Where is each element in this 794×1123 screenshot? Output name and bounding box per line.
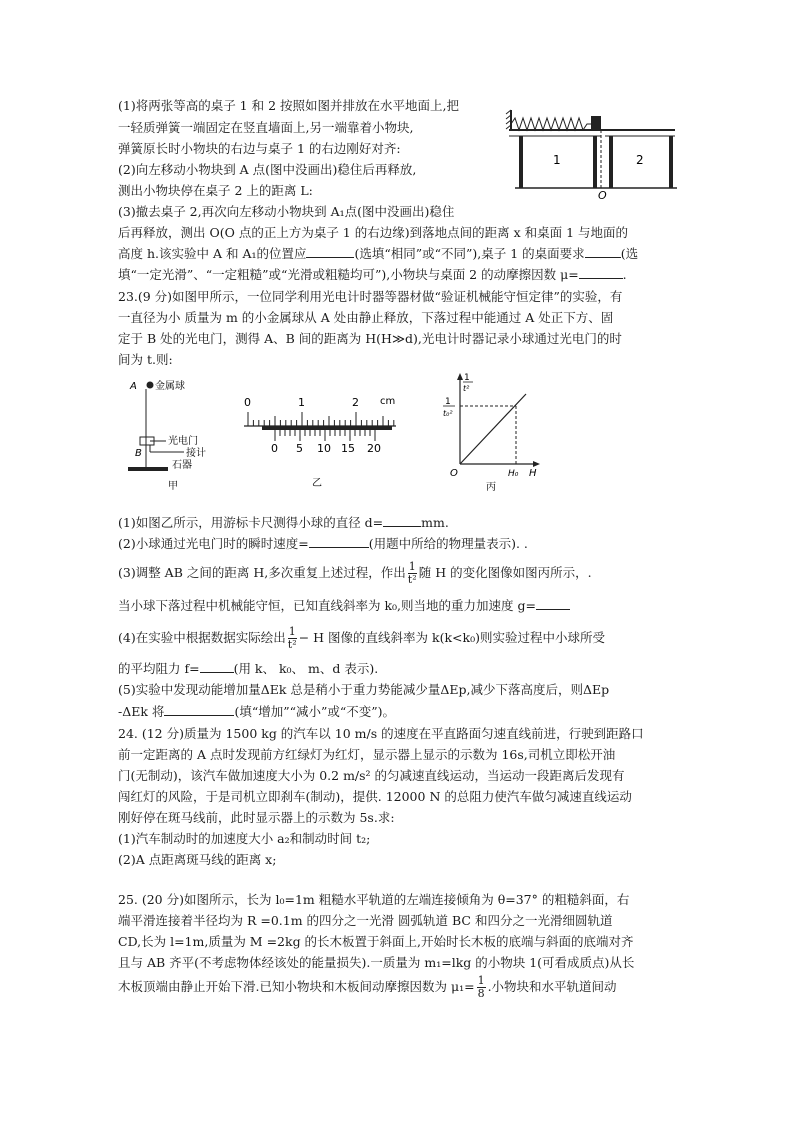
y-tick-num: 1 xyxy=(445,397,451,407)
q24-line-2: 前一定距离的 A 点时发现前方红绿灯为红灯，显示器上显示的示数为 16s,司机立即松开油 xyxy=(118,747,616,762)
table1-leg-right xyxy=(593,136,597,188)
spring xyxy=(511,118,591,130)
point-a-label: A xyxy=(130,381,137,392)
q22-line-7: 后再释放，测出 O(O 点的正上方为桌子 1 的右边缘)到落地点间的距离 x 和桌面 1 与地面的 xyxy=(118,225,628,240)
fraction-1-over-t2 xyxy=(408,561,417,586)
main-tick-label-0: 0 xyxy=(244,396,251,409)
q24-line-7: (2)A 点距离斑马线的距离 x; xyxy=(118,852,277,867)
small-block xyxy=(591,116,601,130)
q23-part-5: (5)实验中发现动能增加量ΔEk 总是稍小于重力势能减少量ΔEp,减少下落高度后，则ΔEp xyxy=(118,682,610,697)
gate-label: 光电门 xyxy=(168,436,198,447)
point-o-label: O xyxy=(598,189,607,200)
origin-label: O xyxy=(450,468,458,479)
main-tick-label-1: 1 xyxy=(298,396,305,409)
main-scale-labels xyxy=(244,396,395,409)
q25-line-4: 且与 AB 齐平(不考虑物体经该处的能量损失).一质量为 m₁=lkg 的小物块 1(可看成质点)从长 xyxy=(118,955,635,970)
q23-part-5-cont xyxy=(118,703,395,721)
vernier-label-5: 5 xyxy=(296,442,303,455)
blank-mu[interactable] xyxy=(579,266,623,279)
q22-figure-tables xyxy=(505,108,685,200)
table2-leg-left xyxy=(609,136,613,188)
frac-den: 8 xyxy=(477,987,485,1000)
metal-ball xyxy=(147,382,154,389)
q23-part-1-b: mm. xyxy=(421,515,449,530)
q23-part-4-a: (4)在实验中根据数据实际绘出 xyxy=(118,630,286,645)
table2-leg-right xyxy=(669,136,673,188)
q22-line-9-b: . xyxy=(622,267,627,282)
frac-den: t² xyxy=(287,638,297,651)
q25-line-5-b: .小物块和水平轨道间动 xyxy=(487,979,617,994)
q23-part-3-cont xyxy=(118,597,570,615)
q24-line-3: 门(无制动)，该汽车做加速度大小为 0.2 m/s² 的匀减速直线运动，当运动一段距离后发现有 xyxy=(118,768,625,783)
vernier-label-10: 10 xyxy=(317,442,331,455)
blank-velocity[interactable] xyxy=(309,535,369,548)
q23-part-3 xyxy=(118,559,592,587)
table1-leg-left xyxy=(519,136,523,188)
blank-table-surface[interactable] xyxy=(585,245,621,258)
q23-line-1: 23.(9 分)如图甲所示，一位同学利用光电计时器等器材做“验证机械能守恒定律”的实验，有 xyxy=(118,289,623,304)
frac-num: 1 xyxy=(408,560,416,573)
fig-bing-caption: 丙 xyxy=(486,482,496,493)
blank-energy-change[interactable] xyxy=(164,703,234,716)
fig-jia-caption: 甲 xyxy=(168,481,178,492)
q25-line-5-a: 木板顶端由静止开始下滑.已知小物块和木板间动摩擦因数为 μ₁= xyxy=(118,979,475,994)
q23-part-5-b: -ΔEk 将 xyxy=(118,704,165,719)
q23-part-3-a: (3)调整 AB 之间的距离 H,多次重复上述过程，作出 xyxy=(118,565,406,580)
q24-line-4: 闯红灯的风险，于是司机立即刹车(制动)，提供. 12000 N 的总阻力使汽车做匀减速直线运动 xyxy=(118,789,632,804)
q23-part-2-a: (2)小球通过光电门时的瞬时速度= xyxy=(118,536,309,551)
q22-line-6: (3)撤去桌子 2,再次向左移动小物块到 A₁点(图中没画出)稳住 xyxy=(118,204,455,219)
q25-line-1: 25. (20 分)如图所示，长为 l₀=1m 粗糙水平轨道的左端连接倾角为 θ=37° 的粗糙斜面，右 xyxy=(118,892,630,907)
q22-line-8-b: (选填“相同”或“不同”),桌子 1 的桌面要求 xyxy=(354,246,585,261)
q23-part-4-cont xyxy=(118,660,378,678)
q25-line-3: CD,长为 l=1m,质量为 M =2kg 的长木板置于斜面上,开始时长木板的底端与斜面的底端对齐 xyxy=(118,934,634,949)
fig-yi-vernier xyxy=(240,392,402,492)
q24-line-1: 24. (12 分)质量为 1500 kg 的汽车以 10 m/s 的速度在平直路面匀速直线前进，行驶到距路口 xyxy=(118,726,644,741)
q23-line-4: 间为 t.则: xyxy=(118,352,173,367)
vernier-label-0: 0 xyxy=(271,442,278,455)
blank-resistance[interactable] xyxy=(200,660,234,673)
timer-label-1: 接计 xyxy=(186,448,206,459)
vernier-scale-ticks xyxy=(275,430,375,441)
vernier-label-20: 20 xyxy=(367,442,381,455)
blank-gravity[interactable] xyxy=(536,597,570,610)
q22-line-9-a: 填“一定光滑”、“一定粗糙”或“光滑或粗糙均可”),小物块与桌面 2 的动摩擦因数 μ= xyxy=(118,267,579,282)
q23-part-4-b: − H 图像的直线斜率为 k(k<k₀)则实验过程中小球所受 xyxy=(298,630,605,645)
q22-line-5: 测出小物块停在桌子 2 上的距离 L: xyxy=(118,183,313,198)
blank-diameter[interactable] xyxy=(383,514,421,527)
ball-label: 金属球 xyxy=(155,381,185,392)
q23-part-4-c: 的平均阻力 f= xyxy=(118,661,200,676)
q23-part-5-c: (填“增加”“减小”或“不变”)。 xyxy=(234,704,396,719)
q22-line-8-a: 高度 h.该实验中 A 和 A₁的位置应 xyxy=(118,246,307,261)
main-tick-label-2: 2 xyxy=(352,396,359,409)
q22-line-3: 弹簧原长时小物块的右边与桌子 1 的右边刚好对齐: xyxy=(118,141,401,156)
x-tick-label: H₀ xyxy=(508,469,519,479)
q24-line-6: (1)汽车制动时的加速度大小 a₂和制动时间 t₂; xyxy=(118,831,371,846)
timer-label-2: 石器 xyxy=(172,460,192,471)
fig-jia xyxy=(126,375,216,493)
q22-line-2: 一轻质弹簧一端固定在竖直墙面上,另一端靠着小物块, xyxy=(118,120,414,135)
q22-line-8-c: (选 xyxy=(620,246,639,261)
q24-line-5: 刚好停在斑马线前，此时显示器上的示数为 5s.求: xyxy=(118,810,395,825)
main-scale-ticks xyxy=(248,412,394,426)
table2-label: 2 xyxy=(636,153,644,167)
q23-part-4 xyxy=(118,624,605,652)
point-b-label: B xyxy=(135,448,142,459)
q22-line-1: (1)将两张等高的桌子 1 和 2 按照如图并排放在水平地面上,把 xyxy=(118,98,459,113)
fig-yi-caption: 乙 xyxy=(312,478,322,489)
q22-line-8 xyxy=(118,245,638,263)
q25-line-2: 端平滑连接着半径均为 R =0.1m 的四分之一光滑 圆弧轨道 BC 和四分之一光滑细圆轨道 xyxy=(118,913,613,928)
q23-line-2: 一直径为小 质量为 m 的小金属球从 A 处由静止释放，下落过程中能通过 A 处正下方、固 xyxy=(118,310,614,325)
vernier-label-15: 15 xyxy=(341,442,355,455)
frac-num: 1 xyxy=(477,974,485,987)
q22-line-9 xyxy=(118,266,627,284)
frac-den: t² xyxy=(407,573,417,586)
unit-label: cm xyxy=(380,396,396,407)
q23-line-3: 定于 B 处的光电门，测得 A、B 间的距离为 H(H≫d),光电计时器记录小球通过光电门的时 xyxy=(118,331,622,346)
q23-part-3-c: 当小球下落过程中机械能守恒，已知直线斜率为 k₀,则当地的重力加速度 g= xyxy=(118,598,536,613)
q23-part-3-b: 随 H 的变化图像如图丙所示，. xyxy=(418,565,592,580)
q23-part-2 xyxy=(118,535,528,553)
q23-part-2-b: (用题中所给的物理量表示). . xyxy=(368,536,528,551)
q23-part-4-d: (用 k、 k₀、 m、d 表示). xyxy=(233,661,379,676)
x-axis-label: H xyxy=(529,468,537,479)
blank-position[interactable] xyxy=(306,245,354,258)
y-axis-label-den: t² xyxy=(463,384,470,393)
vernier-bar xyxy=(262,426,392,430)
y-tick-den: t₀² xyxy=(443,409,453,418)
q25-line-5 xyxy=(118,970,617,1004)
fig-bing-graph xyxy=(440,372,545,494)
y-axis-label-num: 1 xyxy=(464,373,470,383)
fraction-1-over-t2-b xyxy=(288,626,297,651)
fraction-one-eighth xyxy=(477,975,486,1000)
base-stand xyxy=(128,467,168,471)
frac-num: 1 xyxy=(288,625,296,638)
q23-part-1-a: (1)如图乙所示，用游标卡尺测得小球的直径 d= xyxy=(118,515,384,530)
q23-part-1 xyxy=(118,514,449,532)
q22-line-4: (2)向左移动小物块到 A 点(图中没画出)稳住后再释放, xyxy=(118,162,417,177)
table1-label: 1 xyxy=(553,153,561,167)
